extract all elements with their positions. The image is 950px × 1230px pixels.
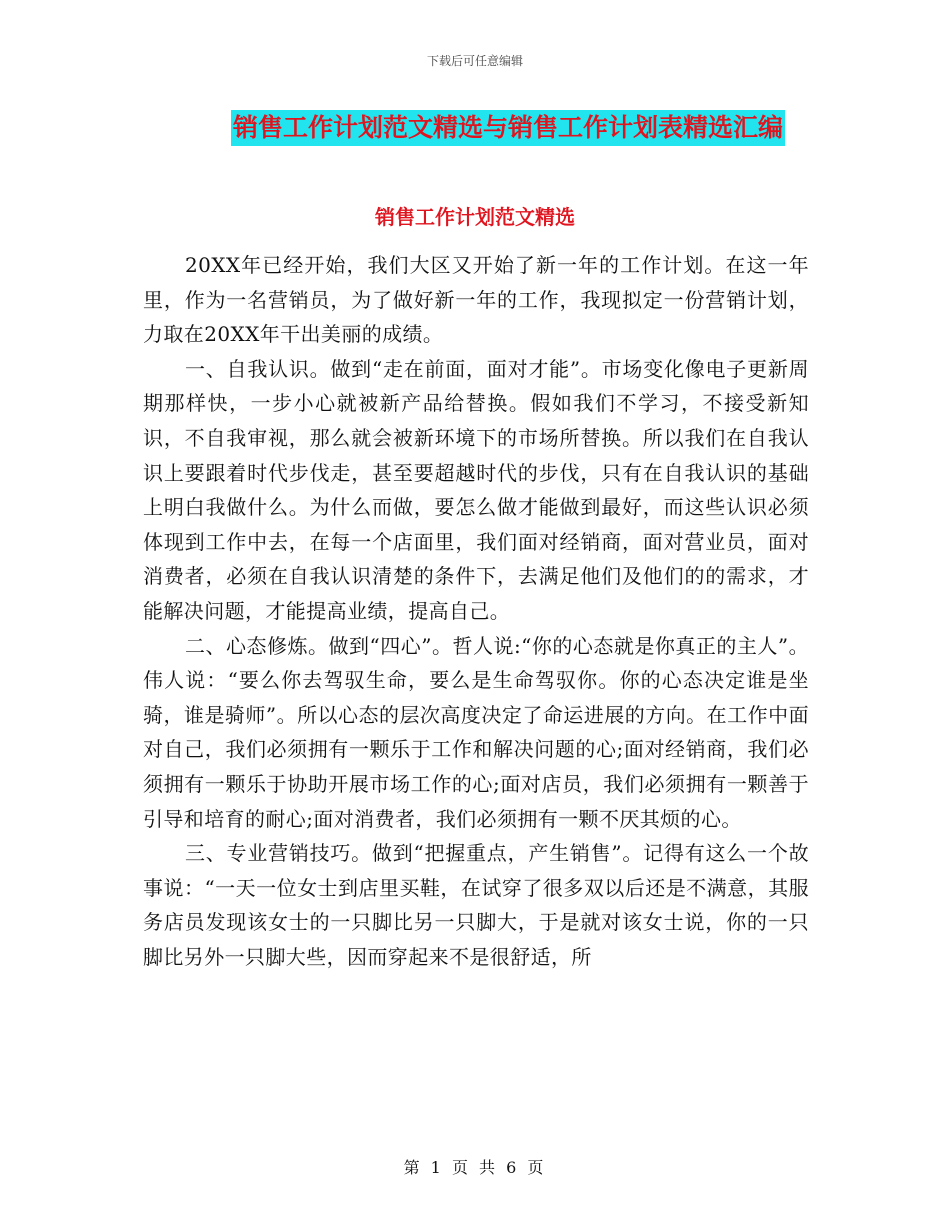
section-title: 销售工作计划范文精选	[375, 205, 575, 229]
paragraph-sales-skills: 三、专业营销技巧。做到“把握重点，产生销售”。记得有这么一个故事说：“一天一位女士到店里买鞋，在试穿了很多双以后还是不满意，其服务店员发现该女士的一只脚比另一只脚大，于是就对该女士说，你的一只脚比另外一只脚大些，因而穿起来不是很舒适，所	[143, 841, 809, 969]
page-header-note: 下载后可任意编辑	[426, 54, 523, 68]
paragraph-intro: 20XX年已经开始，我们大区又开始了新一年的工作计划。在这一年里，作为一名营销员，为了做好新一年的工作，我现拟定一份营销计划，力取在20XX年干出美丽的成绩。	[143, 253, 809, 347]
document-title: 销售工作计划范文精选与销售工作计划表精选汇编	[231, 110, 785, 146]
document-title-container	[0, 110, 950, 146]
document-body	[143, 248, 809, 974]
paragraph-mindset: 二、心态修炼。做到“四心”。哲人说:“你的心态就是你真正的主人”。伟人说：“要么你去驾驭生命，要么是生命驾驭你。你的心态决定谁是坐骑，谁是骑师”。所以心态的层次高度决定了命运进展的方向。在工作中面对自己，我们必须拥有一颗乐于工作和解决问题的心;面对经销商，我们必须拥有一颗乐于协助开展市场工作的心;面对店员，我们必须拥有一颗善于引导和培育的耐心;面对消费者，我们必须拥有一颗不厌其烦的心。	[143, 633, 809, 831]
page-number-footer: 第 1 页 共 6 页	[403, 1158, 547, 1177]
paragraph-self-awareness: 一、自我认识。做到“走在前面，面对才能”。市场变化像电子更新周期那样快，一步小心就被新产品给替换。假如我们不学习，不接受新知识，不自我审视，那么就会被新环境下的市场所替换。所以我们在自我认识上要跟着时代步伐走，甚至要超越时代的步伐，只有在自我认识的基础上明白我做什么。为什么而做，要怎么做才能做到最好，而这些认识必须体现到工作中去，在每一个店面里，我们面对经销商，面对营业员，面对消费者，必须在自我认识清楚的条件下，去满足他们及他们的的需求，才能解决问题，才能提高业绩，提高自己。	[143, 356, 809, 623]
